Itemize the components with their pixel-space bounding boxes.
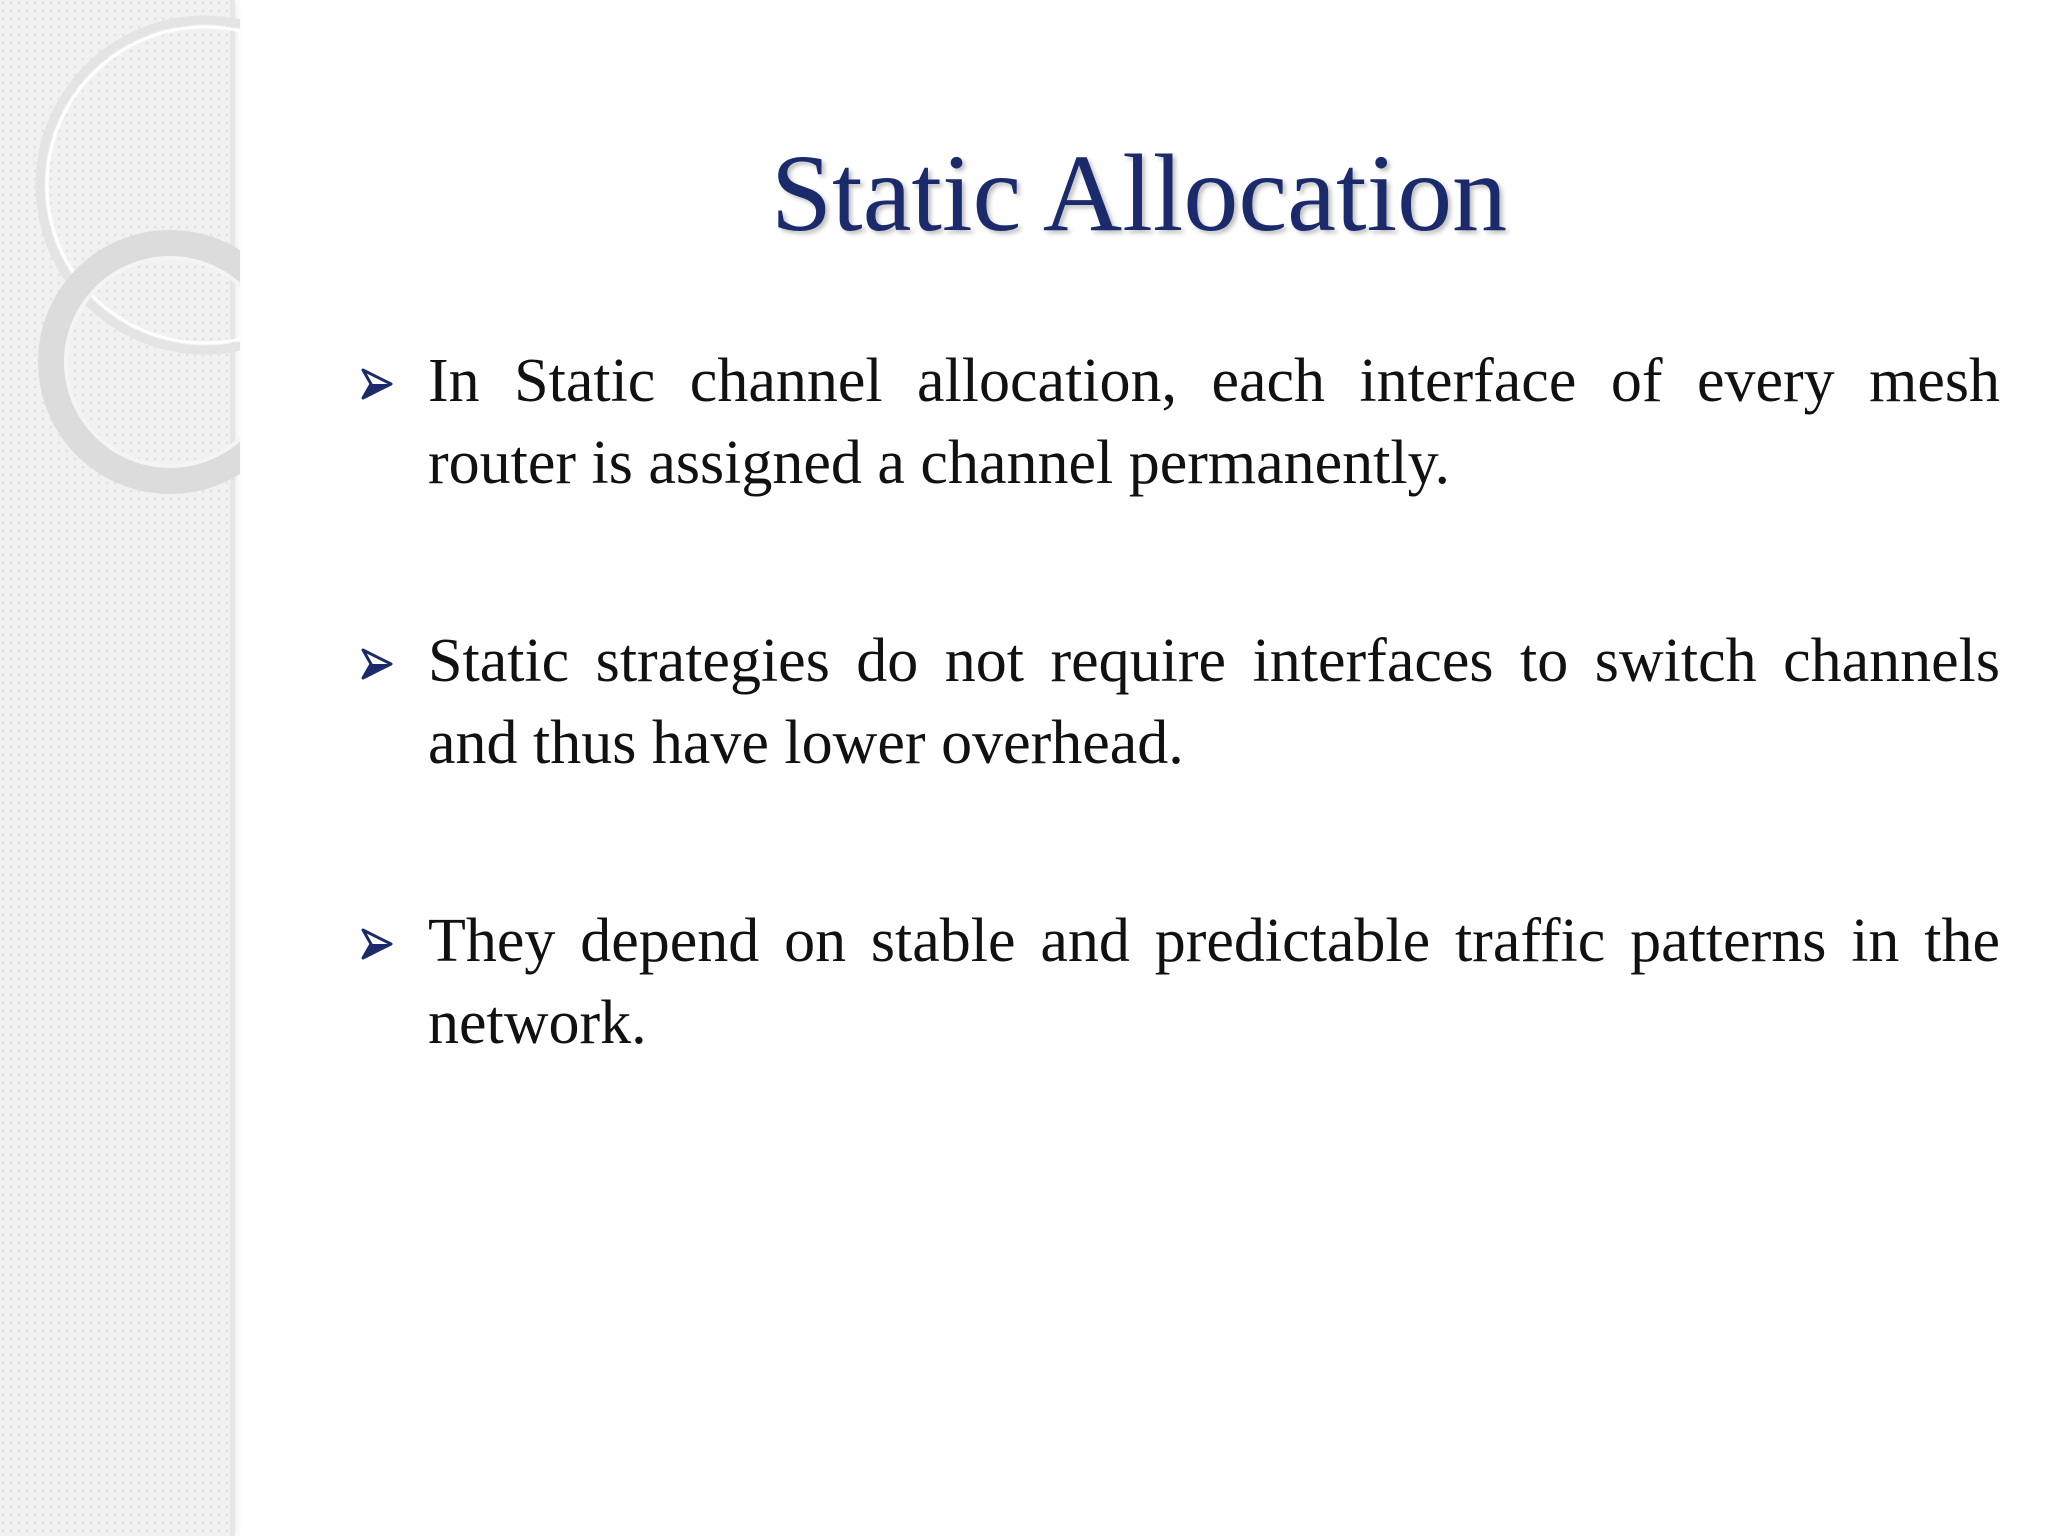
bullet-text: In Static channel allocation, each interface of every mesh router is assigned a channel permanently. <box>428 347 2000 497</box>
slide-title: Static Allocation <box>770 132 1508 254</box>
bullet-text: They depend on stable and predictable traffic patterns in the network. <box>428 907 2000 1057</box>
bullet-item <box>360 620 2000 784</box>
arrowhead-bullet-icon <box>360 647 394 681</box>
bullet-item <box>360 340 2000 504</box>
bullet-list <box>360 340 2000 1180</box>
decorative-rings-icon <box>0 0 240 520</box>
bullet-item <box>360 900 2000 1064</box>
bullet-text: Static strategies do not require interfaces to switch channels and thus have lower overhead. <box>428 627 2000 777</box>
arrowhead-bullet-icon <box>360 927 394 961</box>
arrowhead-bullet-icon <box>360 367 394 401</box>
